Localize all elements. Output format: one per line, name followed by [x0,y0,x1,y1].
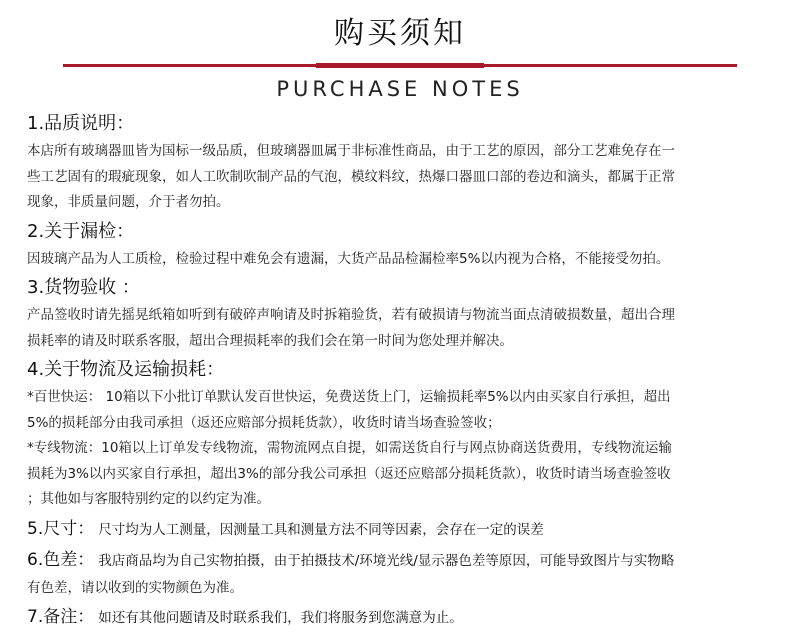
section-line: *专线物流：10箱以上订单发专线物流，需物流网点自提，如需送货自行与网点协商送货费用，专线物流运输 [27,440,672,456]
section-inline-text: 我店商品均为自己实物拍摄，由于拍摄技术/环境光线/显示器色差等原因，可能导致图片与实物略 [98,552,675,569]
section-heading-row [27,515,777,544]
section-heading-row [27,546,777,575]
section-heading: 3.货物验收 ： [27,277,140,298]
section-heading: 2.关于漏检： [27,220,135,242]
section-missed-inspection [27,218,777,273]
section-size [27,515,777,544]
section-line: 有色差，请以收到的实物颜色为准。 [27,579,243,596]
section-inline-text: 如还有其他问题请及时联系我们，我们将服务到您满意为止。 [98,610,463,626]
section-line: 现象，非质量问题，介于者勿拍。 [27,194,230,210]
section-line: 因玻璃产品为人工质检，检验过程中难免会有遗漏，大货产品品检漏检率5%以内视为合格，不能接受勿拍。 [27,250,670,267]
section-color-difference [27,546,777,602]
page-subtitle: PURCHASE NOTES [276,77,524,101]
section-line: 损耗率的请及时联系客服，超出合理损耗率的我们会在第一时间为您处理并解决。 [27,332,513,349]
page-title: 购买须知 [334,16,466,51]
section-heading: 7.备注： [27,607,95,627]
section-heading: 5.尺寸： [27,518,95,539]
section-line: 些工艺固有的瑕疵现象，如人工吹制吹制产品的气泡，模纹料纹，热爆口器皿口部的卷边和滴头，都属于正常 [27,168,675,185]
section-heading: 4.关于物流及运输损耗： [27,359,225,380]
section-inline-text: 尺寸均为人工测量，因测量工具和测量方法不同等因素，会存在一定的误差 [98,521,544,538]
section-remarks [27,603,777,632]
section-heading: 1.品质说明： [27,113,135,134]
section-line: 本店所有玻璃器皿皆为国标一级品质，但玻璃器皿属于非标准性商品，由于工艺的原因，部分工艺难免存在一 [27,143,675,159]
section-line: 5%的损耗部分由我司承担（返还应赔部分损耗货款），收货时请当场查验签收； [27,414,501,431]
section-logistics [27,356,777,513]
section-goods-receipt [27,274,777,354]
title-divider-accent [316,63,484,68]
section-line: ；其他如与客服特别约定的以约定为准。 [27,491,270,507]
section-heading-row [27,603,777,632]
section-line: 产品签收时请先摇晃纸箱如听到有破碎声响请及时拆箱验货，若有破损请与物流当面点清破损数量，超出合理 [27,307,675,323]
section-heading: 6.色差： [27,549,95,570]
section-line: 损耗为3%以内买家自行承担，超出3%的部分我公司承担（返还应赔部分损耗货款），收货时请当场查验签收 [27,465,671,482]
section-quality [27,110,777,216]
section-line: *百世快运： 10箱以下小批订单默认发百世快运，免费送货上门，运输损耗率5%以内由买家自行承担，超出 [27,389,671,405]
notes-content [27,108,777,633]
